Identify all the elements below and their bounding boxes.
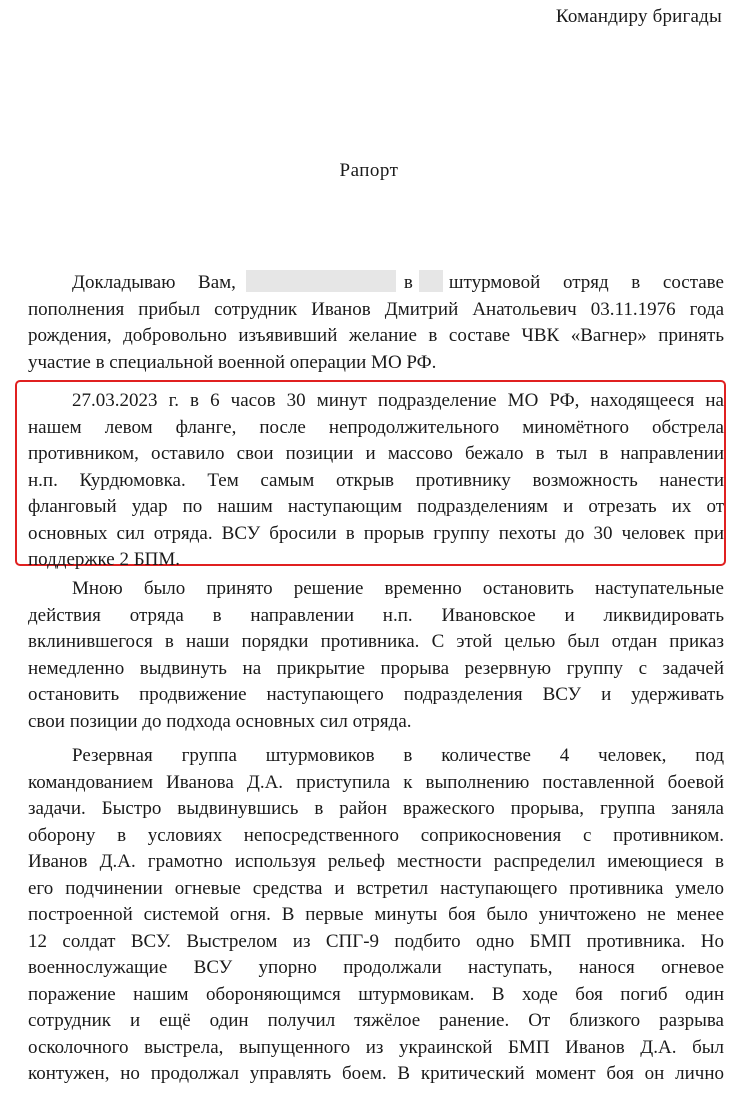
paragraph-battle: [28, 743, 724, 1088]
addressee: Командиру бригады: [555, 6, 722, 27]
redaction-block: [246, 270, 396, 292]
text-line: участие в специальной военной операции МО РФ.: [28, 351, 437, 373]
text-line: оборону в условиях непосредственного соприкосновения с противником.: [28, 824, 724, 846]
paragraph-highlighted: [28, 388, 724, 574]
text-line: поддержке 2 БПМ.: [28, 549, 180, 570]
text-line: немедленно выдвинуть на прикрытие прорыва резервную группу с задачей: [28, 657, 724, 679]
document-title: Рапорт: [339, 160, 399, 181]
text-line: военнослужащие ВСУ упорно продолжали наступать, нанося огневое: [28, 957, 724, 978]
text-line: осколочного выстрела, выпущенного из украинской БМП Иванов Д.А. был: [28, 1036, 724, 1058]
text-line: Резервная группа штурмовиков в количестве 4 человек, под: [72, 745, 724, 766]
paragraph-intro: [28, 270, 724, 376]
redaction-block: [419, 270, 443, 292]
text-line: 12 солдат ВСУ. Выстрелом из СПГ-9 подбито одно БМП противника. Но: [28, 930, 724, 952]
text-line: нашем левом фланге, после непродолжительного миномётного обстрела: [28, 416, 724, 438]
text-line: Мною было принято решение временно остановить наступательные: [72, 578, 724, 599]
text-line: остановить продвижение наступающего подразделения ВСУ и удерживать: [28, 684, 724, 705]
text-line: основных сил отряда. ВСУ бросили в прорыв группу пехоты до 30 человек при: [28, 522, 724, 544]
text-line: действия отряда в направлении н.п. Ивановское и ликвидировать: [28, 604, 724, 626]
text-line: Иванов Д.А. грамотно используя рельеф местности распределил имеющиеся в: [28, 851, 724, 872]
text-line: его подчинении огневые средства и встретил наступающего противника умело: [28, 877, 724, 899]
text-line: поражение нашим обороняющимся штурмовикам. В ходе боя погиб один: [28, 983, 724, 1005]
text-segment: штурмовой отряд в составе: [448, 272, 724, 293]
text-line: н.п. Курдюмовка. Тем самым открыв противнику возможность нанести: [28, 469, 724, 491]
text-line: пополнения прибыл сотрудник Иванов Дмитрий Анатольевич 03.11.1976 года: [28, 298, 724, 320]
text-line: рождения, добровольно изъявивший желание в составе ЧВК «Вагнер» принять: [28, 325, 724, 346]
text-line: контужен, но продолжал управлять боем. В критический момент боя он лично: [28, 1063, 724, 1084]
paragraph-decision: [28, 576, 724, 735]
text-line: фланговый удар по нашим наступающим подразделениям и отрезать их от: [28, 496, 724, 517]
text-line: вклинившегося в наши порядки противника. С этой целью был отдан приказ: [28, 631, 724, 652]
text-line: противником, оставило свои позиции и массово бежало в тыл в направлении: [28, 443, 724, 464]
text-line: построенной системой огня. В первые минуты боя было уничтожено не менее: [28, 904, 724, 925]
text-line: командованием Иванова Д.А. приступила к выполнению поставленной боевой: [28, 771, 724, 793]
text-line: сотрудник и ещё один получил тяжёлое ранение. От близкого разрыва: [28, 1010, 724, 1031]
text-line: 27.03.2023 г. в 6 часов 30 минут подразделение МО РФ, находящееся на: [72, 390, 724, 411]
text-segment: Докладываю Вам,: [72, 272, 236, 293]
text-line: свои позиции до подхода основных сил отряда.: [28, 710, 412, 732]
text-segment: в: [403, 272, 413, 293]
text-line: задачи. Быстро выдвинувшись в район вражеского прорыва, группа заняла: [28, 798, 724, 819]
text-line: [28, 270, 724, 297]
